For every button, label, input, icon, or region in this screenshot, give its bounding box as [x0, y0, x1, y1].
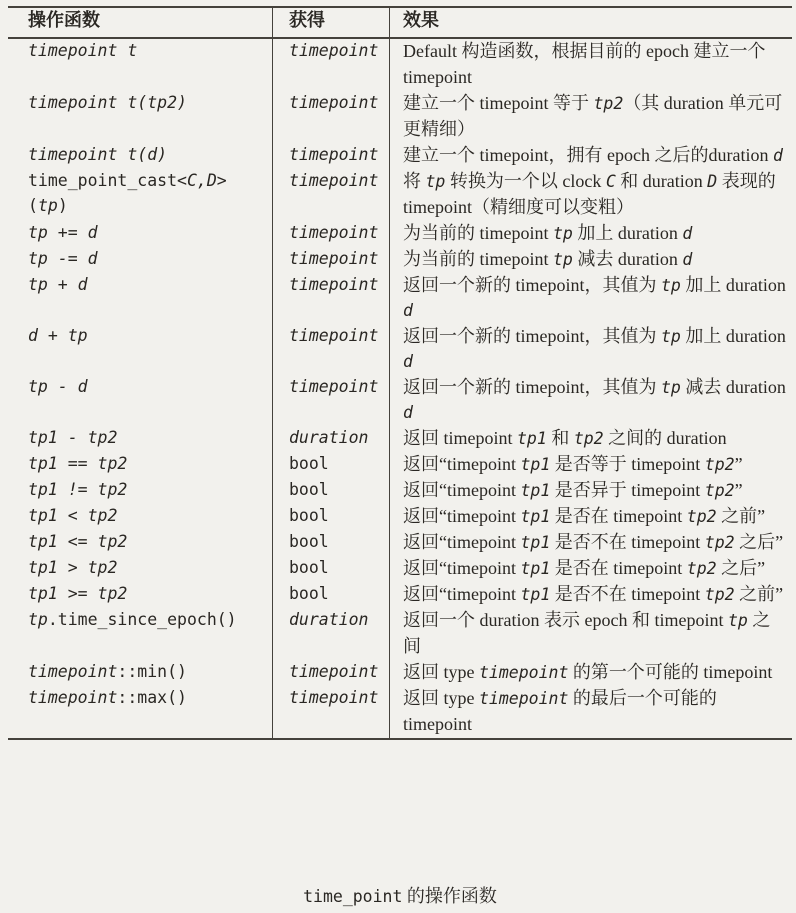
text-segment: 之前” — [734, 584, 784, 604]
cell-effect — [390, 426, 792, 452]
text-segment: tp — [553, 224, 573, 243]
text-segment: bool — [289, 480, 329, 499]
text-segment: 是否在 timepoint — [550, 506, 687, 526]
text-segment: timepoint — [289, 223, 379, 242]
table-row — [8, 608, 792, 660]
text-segment: tp1 > tp2 — [28, 558, 118, 577]
operations-table — [8, 6, 792, 740]
cell-effect — [390, 530, 792, 556]
text-segment: 返回“timepoint — [403, 558, 521, 578]
cell-result — [273, 582, 390, 608]
text-segment: tp2 — [704, 533, 735, 552]
text-segment: timepoint — [289, 275, 379, 294]
text-segment: timepoint — [28, 688, 118, 707]
text-segment: 返回“timepoint — [403, 584, 521, 604]
text-segment: ::min() — [117, 662, 187, 681]
text-segment: tp1 — [520, 455, 551, 474]
table-row — [8, 452, 792, 478]
text-segment: tp + d — [28, 275, 88, 294]
text-segment: d — [772, 146, 783, 165]
text-segment: tp1 < tp2 — [28, 506, 118, 525]
text-segment: 是否不在 timepoint — [550, 532, 705, 552]
table-row — [8, 478, 792, 504]
cell-operation — [8, 221, 273, 247]
cell-operation — [8, 143, 273, 169]
cell-result — [273, 375, 390, 426]
cell-result — [273, 556, 390, 582]
cell-operation — [8, 375, 273, 426]
text-segment: tp — [661, 327, 681, 346]
text-segment: tp1 — [520, 533, 551, 552]
text-segment: timepoint — [28, 662, 118, 681]
text-segment: 表现的 timepoint（精细度可以变粗） — [403, 171, 776, 217]
cell-result — [273, 452, 390, 478]
text-segment: 的第一个可能的 timepoint — [568, 662, 773, 682]
cell-operation — [8, 660, 273, 686]
table-row — [8, 324, 792, 375]
text-segment: 返回一个新的 timepoint，其值为 — [403, 326, 661, 346]
text-segment: C — [605, 172, 616, 191]
cell-effect — [390, 247, 792, 273]
text-segment: duration — [289, 428, 369, 447]
table-row — [8, 530, 792, 556]
text-segment: 返回“timepoint — [403, 454, 521, 474]
text-segment: tp1 — [520, 507, 551, 526]
cell-effect — [390, 556, 792, 582]
cell-operation — [8, 452, 273, 478]
text-segment: duration — [289, 610, 369, 629]
cell-effect — [390, 221, 792, 247]
text-segment: tp — [37, 196, 58, 215]
table-row — [8, 91, 792, 143]
text-segment: tp — [727, 611, 748, 630]
cell-result — [273, 426, 390, 452]
cell-effect — [390, 39, 792, 91]
text-segment: timepoint — [289, 171, 379, 190]
text-segment: 为当前的 timepoint — [403, 249, 553, 269]
text-segment: d — [403, 301, 413, 320]
text-segment: ) — [57, 196, 68, 215]
text-segment: bool — [289, 584, 329, 603]
text-segment: timepoint — [289, 662, 379, 681]
text-segment: bool — [289, 454, 329, 473]
text-segment: >( — [28, 171, 227, 215]
header-result-column: 获得 — [273, 8, 390, 37]
text-segment: 返回 timepoint — [403, 428, 517, 448]
text-segment: timepoint — [289, 688, 379, 707]
text-segment: d — [403, 403, 413, 422]
text-segment: 是否等于 timepoint — [550, 454, 705, 474]
text-segment: tp1 == tp2 — [28, 454, 128, 473]
cell-effect — [390, 169, 792, 221]
text-segment: 的最后一个可能的 timepoint — [403, 688, 717, 734]
text-segment: tp2 — [593, 94, 624, 113]
cell-effect — [390, 660, 792, 686]
text-segment: d + tp — [28, 326, 88, 345]
table-row — [8, 556, 792, 582]
text-segment: 返回“timepoint — [403, 480, 521, 500]
text-segment: tp — [661, 378, 681, 397]
cell-operation — [8, 530, 273, 556]
cell-operation — [8, 91, 273, 143]
cell-result — [273, 39, 390, 91]
text-segment: ” — [734, 480, 743, 500]
table-row — [8, 39, 792, 91]
text-segment: 减去 duration — [680, 377, 786, 397]
table-row — [8, 143, 792, 169]
table-row — [8, 273, 792, 324]
text-segment: bool — [289, 506, 329, 525]
header-effect-column: 效果 — [403, 10, 439, 30]
text-segment: tp — [661, 276, 681, 295]
cell-operation — [8, 556, 273, 582]
cell-operation — [8, 169, 273, 221]
table-header-row — [8, 8, 792, 39]
text-segment: timepoint — [289, 93, 379, 112]
cell-operation — [8, 426, 273, 452]
text-segment: tp2 — [686, 559, 717, 578]
text-segment: 之间的 duration — [603, 428, 727, 448]
text-segment: timepoint — [479, 689, 569, 708]
cell-effect — [390, 273, 792, 324]
table-row — [8, 686, 792, 738]
text-segment: .time_since_epoch() — [47, 610, 237, 629]
text-segment: tp1 <= tp2 — [28, 532, 128, 551]
cell-result — [273, 608, 390, 660]
text-segment: Default 构造函数，根据目前的 epoch 建立一个 timepoint — [403, 41, 766, 87]
text-segment: bool — [289, 532, 329, 551]
text-segment: time_point_cast< — [28, 171, 187, 190]
cell-result — [273, 660, 390, 686]
cell-effect — [390, 608, 792, 660]
text-segment: tp2 — [704, 455, 735, 474]
text-segment: ” — [734, 454, 743, 474]
text-segment: timepoint t — [28, 41, 138, 60]
text-segment: timepoint — [289, 326, 379, 345]
text-segment: 返回“timepoint — [403, 506, 521, 526]
table-row — [8, 660, 792, 686]
text-segment: tp2 — [686, 507, 717, 526]
table-row — [8, 426, 792, 452]
text-segment: d — [403, 352, 413, 371]
cell-result — [273, 478, 390, 504]
text-segment: 是否异于 timepoint — [550, 480, 705, 500]
cell-operation — [8, 273, 273, 324]
text-segment: tp — [553, 250, 573, 269]
text-segment: timepoint t(d) — [28, 145, 168, 164]
text-segment: 转换为一个以 clock — [445, 171, 606, 191]
cell-operation — [8, 39, 273, 91]
text-segment: tp -= d — [28, 249, 98, 268]
text-segment: 为当前的 timepoint — [403, 223, 553, 243]
text-segment: 返回一个新的 timepoint，其值为 — [403, 275, 661, 295]
table-row — [8, 169, 792, 221]
text-segment: 和 duration — [615, 171, 708, 191]
text-segment: 是否在 timepoint — [550, 558, 687, 578]
cell-effect — [390, 504, 792, 530]
text-segment: 加上 duration — [680, 326, 786, 346]
text-segment: tp2 — [704, 585, 735, 604]
caption-code-text: time_point — [303, 887, 403, 906]
text-segment: ::max() — [117, 688, 187, 707]
text-segment: 将 — [403, 171, 426, 191]
text-segment: d — [682, 224, 693, 243]
text-segment: 和 — [546, 428, 574, 448]
text-segment: tp - d — [28, 377, 88, 396]
text-segment: 加上 duration — [572, 223, 683, 243]
cell-operation — [8, 324, 273, 375]
table-body — [8, 39, 792, 738]
text-segment: tp1 >= tp2 — [28, 584, 128, 603]
cell-result — [273, 273, 390, 324]
cell-operation — [8, 582, 273, 608]
cell-operation — [8, 686, 273, 738]
table-row — [8, 375, 792, 426]
cell-effect — [390, 143, 792, 169]
text-segment: tp2 — [704, 481, 735, 500]
cell-result — [273, 686, 390, 738]
cell-result — [273, 143, 390, 169]
text-segment: d — [682, 250, 693, 269]
cell-effect — [390, 91, 792, 143]
cell-operation — [8, 504, 273, 530]
text-segment: （其 duration 单元可更精细） — [403, 93, 783, 139]
text-segment: timepoint — [289, 145, 379, 164]
text-segment: timepoint — [479, 663, 569, 682]
text-segment: tp1 — [517, 429, 547, 448]
cell-result — [273, 530, 390, 556]
text-segment: bool — [289, 558, 329, 577]
text-segment: timepoint — [289, 41, 379, 60]
cell-effect — [390, 452, 792, 478]
text-segment: 之前” — [716, 506, 766, 526]
text-segment: tp += d — [28, 223, 98, 242]
cell-effect — [390, 478, 792, 504]
table-row — [8, 247, 792, 273]
cell-operation — [8, 478, 273, 504]
text-segment: 之后” — [716, 558, 766, 578]
cell-operation — [8, 247, 273, 273]
text-segment: 返回“timepoint — [403, 532, 521, 552]
cell-result — [273, 504, 390, 530]
text-segment: tp1 — [520, 559, 551, 578]
text-segment: tp1 — [520, 481, 551, 500]
header-operation-column: 操作函数 — [8, 8, 273, 37]
table-row — [8, 582, 792, 608]
table-row — [8, 504, 792, 530]
text-segment: timepoint — [289, 249, 379, 268]
text-segment: 是否不在 timepoint — [550, 584, 705, 604]
text-segment: 建立一个 timepoint，拥有 epoch 之后的duration — [403, 145, 773, 165]
text-segment: C,D — [186, 171, 217, 190]
text-segment: 建立一个 timepoint 等于 — [403, 93, 594, 113]
table-caption — [8, 884, 792, 909]
text-segment: 返回一个 duration 表示 epoch 和 timepoint — [403, 610, 728, 630]
cell-result — [273, 91, 390, 143]
text-segment: tp — [425, 172, 446, 191]
table-row — [8, 221, 792, 247]
text-segment: 之后” — [734, 532, 784, 552]
text-segment: tp1 - tp2 — [28, 428, 118, 447]
text-segment: D — [707, 172, 718, 191]
text-segment: 返回 type — [403, 688, 479, 708]
cell-result — [273, 324, 390, 375]
text-segment: tp — [28, 610, 48, 629]
text-segment: 加上 duration — [680, 275, 786, 295]
text-segment: tp2 — [573, 429, 604, 448]
cell-effect — [390, 324, 792, 375]
text-segment: timepoint t(tp2) — [28, 93, 187, 112]
text-segment: 返回 type — [403, 662, 479, 682]
cell-effect — [390, 582, 792, 608]
text-segment: timepoint — [289, 377, 379, 396]
text-segment: 之间 — [403, 610, 771, 656]
caption-chinese-text: 的操作函数 — [402, 886, 497, 906]
cell-operation — [8, 608, 273, 660]
text-segment: tp1 != tp2 — [28, 480, 128, 499]
cell-result — [273, 169, 390, 221]
text-segment: 返回一个新的 timepoint，其值为 — [403, 377, 661, 397]
cell-result — [273, 247, 390, 273]
text-segment: 减去 duration — [572, 249, 683, 269]
cell-result — [273, 221, 390, 247]
cell-effect — [390, 375, 792, 426]
text-segment: tp1 — [520, 585, 551, 604]
cell-effect — [390, 686, 792, 738]
